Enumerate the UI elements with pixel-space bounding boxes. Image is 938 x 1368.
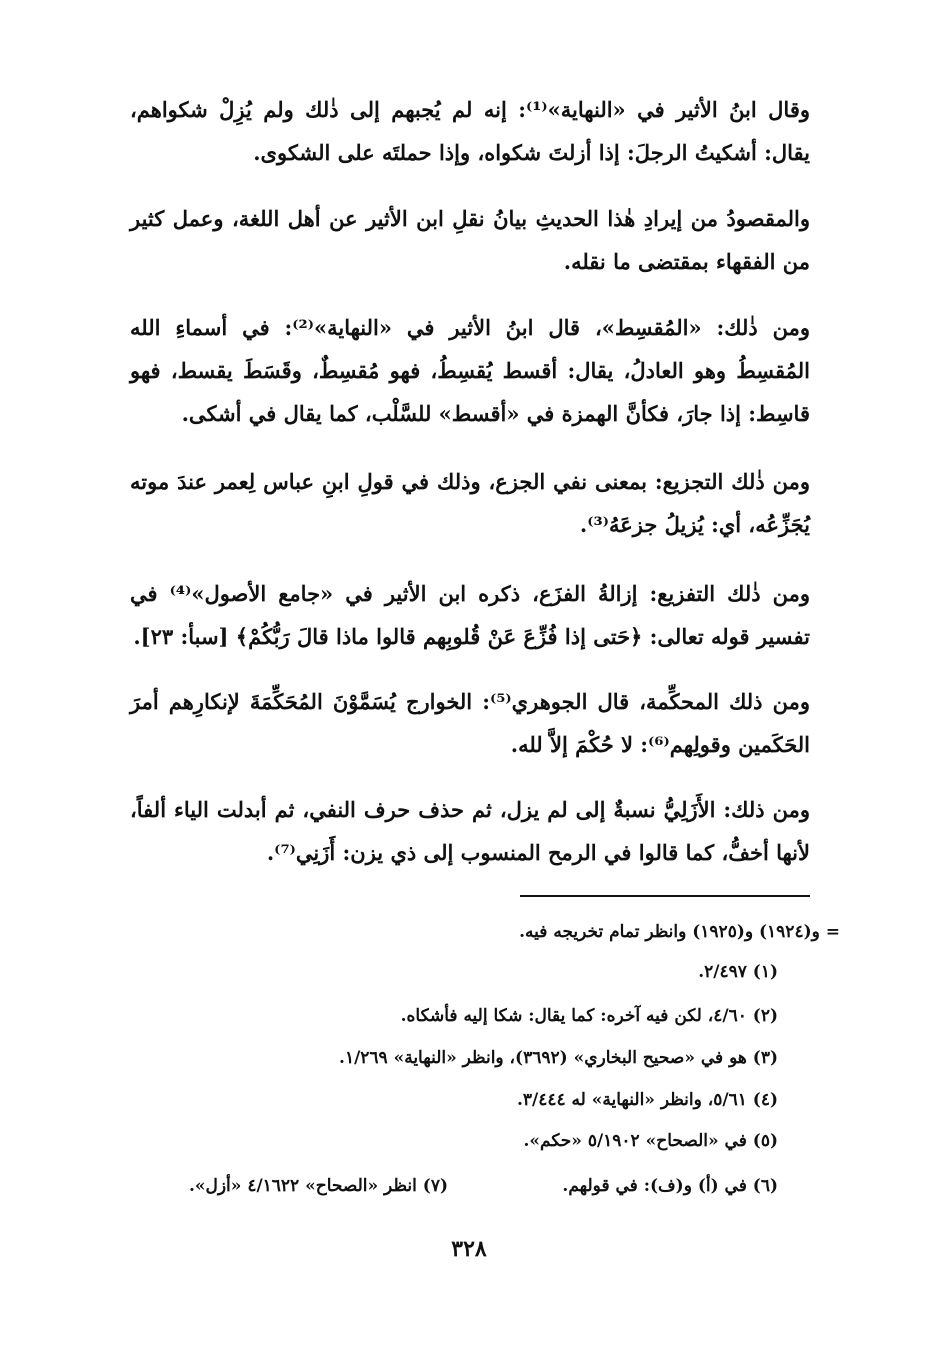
paragraph-3: ومن ذٰلك: «المُقسِط»، قال ابنُ الأثير في «النهاية»⁽²⁾: في أسماءِ الله المُقسِطُ وهو العادلُ، يقال: أقسط يُقسِطُ، فهو مُقسِطٌ، وقَسَطَ يقسط، فهو قاسِط: إذا جارَ، فكأنَّ الهمزة في «أقسط» للسَّلْب، كما يقال في أشكى. [130, 315, 810, 426]
page-number: ٣٢٨ [451, 1236, 487, 1262]
footnote-7: (٧) انظر «الصحاح» ٤/١٦٢٢ «أزل». [188, 1176, 448, 1196]
footnote-continuation: = و(١٩٢٤) و(١٩٢٥) وانظر تمام تخريجه فيه. [519, 922, 840, 942]
footnote-2: (٢) ٤/٦٠، لكن فيه آخره: كما يقال: شكا إليه فأشكاه. [400, 1006, 778, 1026]
paragraph-5: ومن ذٰلك التفزيع: إزالةُ الفزَع، ذكره ابن الأثير في «جامع الأصول»⁽⁴⁾ في تفسير قوله تعالى: ﴿حَتى إذا فُزِّعَ عَنْ قُلوبِهم قالوا ماذا قالَ رَبُّكُمْ﴾ [سبأ: ٢٣]. [130, 581, 810, 649]
footnote-separator [520, 895, 810, 897]
paragraph-6: ومن ذلك المحكِّمة، قال الجوهري⁽⁵⁾: الخوارج يُسَمَّوْنَ المُحَكِّمَةَ لإنكارِهم أمرَ الحَكَمين وقولِهم⁽⁶⁾: لا حُكْمَ إلاَّ لله. [130, 689, 810, 757]
footnote-3: (٣) هو في «صحيح البخاري» (٣٦٩٢)، وانظر «النهاية» ١/٢٦٩. [339, 1048, 778, 1068]
footnote-4: (٤) ٥/٦١، وانظر «النهاية» له ٣/٤٤٤. [516, 1090, 778, 1110]
footnote-5: (٥) في «الصحاح» ٥/١٩٠٢ «حكم». [523, 1131, 778, 1151]
paragraph-7: ومن ذلك: الأَزَلِيُّ نسبةٌ إلى لم يزل، ثم حذف حرف النفي، ثم أبدلت الياء ألفاً، لأنها أخفُّ، كما قالوا في الرمح المنسوب إلى ذي يزن: أَزَنِي⁽⁷⁾. [130, 797, 810, 865]
paragraph-4: ومن ذٰلك التجزيع: بمعنى نفي الجزع، وذلك في قولِ ابنِ عباس لِعمر عندَ موته يُجَزِّعُه، أي: يُزيلُ جزعَهُ⁽³⁾. [130, 469, 810, 537]
paragraph-2: والمقصودُ من إيرادِ هٰذا الحديثِ بيانُ نقلِ ابن الأثير عن أهل اللغة، وعمل كثير من الفقهاء بمقتضى ما نقله. [130, 206, 810, 274]
paragraph-1: وقال ابنُ الأثير في «النهاية»⁽¹⁾: إنه لم يُجبهم إلى ذٰلك ولم يُزِلْ شكواهم، يقال: أشكيتُ الرجلَ: إذا أزلتَ شكواه، وإذا حملتَه على الشكوى. [130, 97, 811, 165]
footnote-1: (١) ٢/٤٩٧. [698, 962, 778, 982]
footnote-6: (٦) في (أ) و(ف): في قولهم. [562, 1176, 778, 1196]
